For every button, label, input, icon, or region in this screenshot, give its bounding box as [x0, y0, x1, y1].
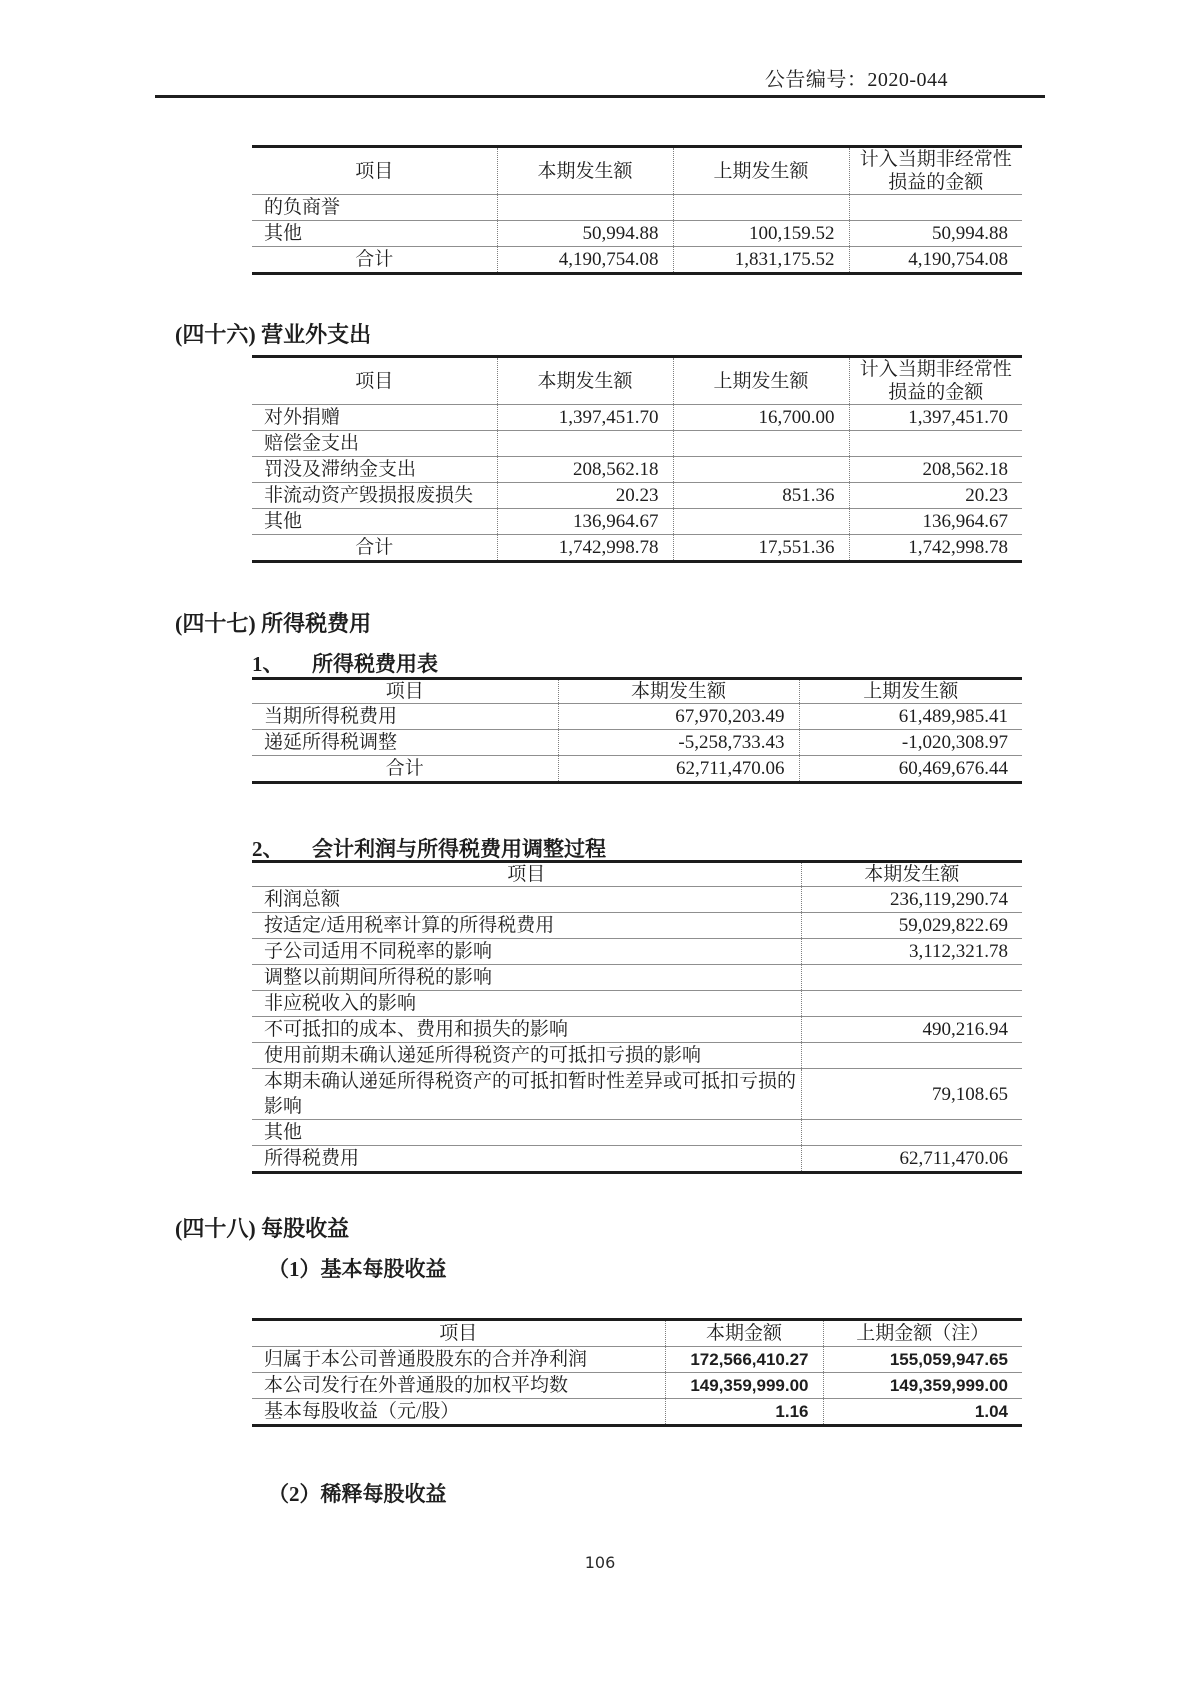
basic-eps-table: [252, 1318, 1022, 1427]
value-cell: [673, 457, 849, 483]
value-cell: 136,964.67: [849, 509, 1022, 535]
col-header-prior: 上期发生额: [799, 679, 1022, 704]
value-cell: -5,258,733.43: [558, 730, 799, 756]
value-cell: [801, 965, 1022, 991]
col-header-current: 本期发生额: [558, 679, 799, 704]
item-cell: 按适定/适用税率计算的所得税费用: [252, 913, 801, 939]
table-row: [252, 1120, 1022, 1146]
value-cell: 208,562.18: [849, 457, 1022, 483]
table-row: [252, 483, 1022, 509]
nonoperating-expense-table: [252, 355, 1022, 563]
table-total-row: [252, 247, 1022, 274]
subsection-text: 会计利润与所得税费用调整过程: [312, 837, 606, 861]
value-cell: 1,742,998.78: [849, 535, 1022, 562]
item-cell: 子公司适用不同税率的影响: [252, 939, 801, 965]
value-cell: 1,831,175.52: [673, 247, 849, 274]
col-header-nonrecurring: 计入当期非经常性损益的金额: [849, 147, 1022, 195]
value-cell: 59,029,822.69: [801, 913, 1022, 939]
value-cell: 208,562.18: [497, 457, 673, 483]
subsection-47-1-title: [252, 648, 438, 678]
section-48-title: (四十八) 每股收益: [175, 1216, 350, 1241]
subsection-number: 2、: [252, 837, 284, 861]
table-row: [252, 1146, 1022, 1173]
col-header-current: 本期发生额: [497, 357, 673, 405]
value-cell: 1,397,451.70: [497, 405, 673, 431]
table-row: [252, 1069, 1022, 1120]
section-47-title: (四十七) 所得税费用: [175, 611, 372, 636]
value-cell: 20.23: [497, 483, 673, 509]
value-cell: 67,970,203.49: [558, 704, 799, 730]
table-header-row: [252, 1320, 1022, 1347]
page-number: 106: [584, 1553, 616, 1572]
item-cell: 所得税费用: [252, 1146, 801, 1173]
value-cell: 50,994.88: [849, 221, 1022, 247]
table-row: [252, 1373, 1022, 1399]
col-header-current: 本期发生额: [497, 147, 673, 195]
col-header-item: 项目: [507, 864, 546, 885]
table-row: [252, 913, 1022, 939]
item-cell: 合计: [252, 756, 558, 783]
table-row: [252, 887, 1022, 913]
value-cell: 79,108.65: [801, 1069, 1022, 1120]
col-header-item: 项目: [439, 1323, 478, 1344]
item-cell: 不可抵扣的成本、费用和损失的影响: [252, 1017, 801, 1043]
item-cell: 归属于本公司普通股股东的合并净利润: [252, 1347, 665, 1373]
item-cell: 基本每股收益（元/股）: [252, 1399, 665, 1426]
item-cell: 合计: [252, 535, 497, 562]
item-cell: 调整以前期间所得税的影响: [252, 965, 801, 991]
table-row: [252, 457, 1022, 483]
table-header-row: [252, 357, 1022, 405]
value-cell: 149,359,999.00: [665, 1373, 823, 1399]
table-row: [252, 405, 1022, 431]
value-cell: [849, 195, 1022, 221]
item-cell: 本期未确认递延所得税资产的可抵扣暂时性差异或可抵扣亏损的影响: [252, 1069, 801, 1120]
value-cell: 61,489,985.41: [799, 704, 1022, 730]
value-cell: [849, 431, 1022, 457]
table-row: [252, 431, 1022, 457]
header-rule: [155, 95, 1045, 98]
value-cell: 172,566,410.27: [665, 1347, 823, 1373]
value-cell: 3,112,321.78: [801, 939, 1022, 965]
value-cell: [673, 195, 849, 221]
value-cell: 136,964.67: [497, 509, 673, 535]
value-cell: 4,190,754.08: [497, 247, 673, 274]
item-cell: 当期所得税费用: [252, 704, 558, 730]
value-cell: [673, 509, 849, 535]
table-row: [252, 730, 1022, 756]
table-header-row: [252, 862, 1022, 887]
income-tax-table: [252, 677, 1022, 784]
subsection-number: 1、: [252, 652, 284, 676]
value-cell: 1.04: [823, 1399, 1022, 1426]
table-row: [252, 1043, 1022, 1069]
item-cell: 递延所得税调整: [252, 730, 558, 756]
item-cell: 的负商誉: [252, 195, 497, 221]
value-cell: 149,359,999.00: [823, 1373, 1022, 1399]
item-cell: 赔偿金支出: [252, 431, 497, 457]
value-cell: 1.16: [665, 1399, 823, 1426]
value-cell: [497, 195, 673, 221]
value-cell: 851.36: [673, 483, 849, 509]
col-header-nonrecurring: 计入当期非经常性损益的金额: [849, 357, 1022, 405]
table-total-row: [252, 535, 1022, 562]
subsection-text: 所得税费用表: [312, 652, 438, 676]
notice-number: 公告编号：2020-044: [764, 69, 948, 91]
item-cell: 使用前期未确认递延所得税资产的可抵扣亏损的影响: [252, 1043, 801, 1069]
value-cell: 100,159.52: [673, 221, 849, 247]
value-cell: -1,020,308.97: [799, 730, 1022, 756]
col-header-item: 项目: [385, 681, 424, 702]
item-cell: 合计: [252, 247, 497, 274]
value-cell: 50,994.88: [497, 221, 673, 247]
item-cell: 罚没及滞纳金支出: [252, 457, 497, 483]
table-row: [252, 195, 1022, 221]
subsection-48-2-title: （2）稀释每股收益: [268, 1482, 447, 1506]
value-cell: 4,190,754.08: [849, 247, 1022, 274]
value-cell: 17,551.36: [673, 535, 849, 562]
value-cell: 62,711,470.06: [801, 1146, 1022, 1173]
value-cell: 20.23: [849, 483, 1022, 509]
table-row: [252, 965, 1022, 991]
value-cell: 62,711,470.06: [558, 756, 799, 783]
item-cell: 非流动资产毁损报废损失: [252, 483, 497, 509]
section-46-title: (四十六) 营业外支出: [175, 322, 372, 347]
item-cell: 对外捐赠: [252, 405, 497, 431]
value-cell: [497, 431, 673, 457]
table-row: [252, 509, 1022, 535]
col-header-prior: 上期发生额: [673, 147, 849, 195]
value-cell: 236,119,290.74: [801, 887, 1022, 913]
value-cell: [801, 1120, 1022, 1146]
carryover-table: [252, 145, 1022, 275]
table-header-row: [252, 679, 1022, 704]
item-cell: 本公司发行在外普通股的加权平均数: [252, 1373, 665, 1399]
col-header-item: 项目: [355, 370, 394, 392]
table-row: [252, 1399, 1022, 1426]
table-total-row: [252, 756, 1022, 783]
item-cell: 其他: [252, 509, 497, 535]
item-cell: 其他: [252, 221, 497, 247]
value-cell: 490,216.94: [801, 1017, 1022, 1043]
table-row: [252, 1017, 1022, 1043]
value-cell: [801, 1043, 1022, 1069]
table-row: [252, 1347, 1022, 1373]
table-row: [252, 991, 1022, 1017]
col-header-prior: 上期金额（注）: [823, 1320, 1022, 1347]
value-cell: 155,059,947.65: [823, 1347, 1022, 1373]
col-header-prior: 上期发生额: [673, 357, 849, 405]
value-cell: 16,700.00: [673, 405, 849, 431]
subsection-48-1-title: （1）基本每股收益: [268, 1257, 447, 1281]
item-cell: 其他: [252, 1120, 801, 1146]
item-cell: 非应税收入的影响: [252, 991, 801, 1017]
col-header-current: 本期金额: [665, 1320, 823, 1347]
col-header-current: 本期发生额: [801, 862, 1022, 887]
value-cell: [801, 991, 1022, 1017]
table-header-row: [252, 147, 1022, 195]
col-header-item: 项目: [355, 160, 394, 182]
value-cell: [673, 431, 849, 457]
item-cell: 利润总额: [252, 887, 801, 913]
table-row: [252, 221, 1022, 247]
table-row: [252, 939, 1022, 965]
value-cell: 60,469,676.44: [799, 756, 1022, 783]
subsection-47-2-title: [252, 833, 606, 863]
tax-reconciliation-table: [252, 860, 1022, 1174]
value-cell: 1,397,451.70: [849, 405, 1022, 431]
table-row: [252, 704, 1022, 730]
value-cell: 1,742,998.78: [497, 535, 673, 562]
